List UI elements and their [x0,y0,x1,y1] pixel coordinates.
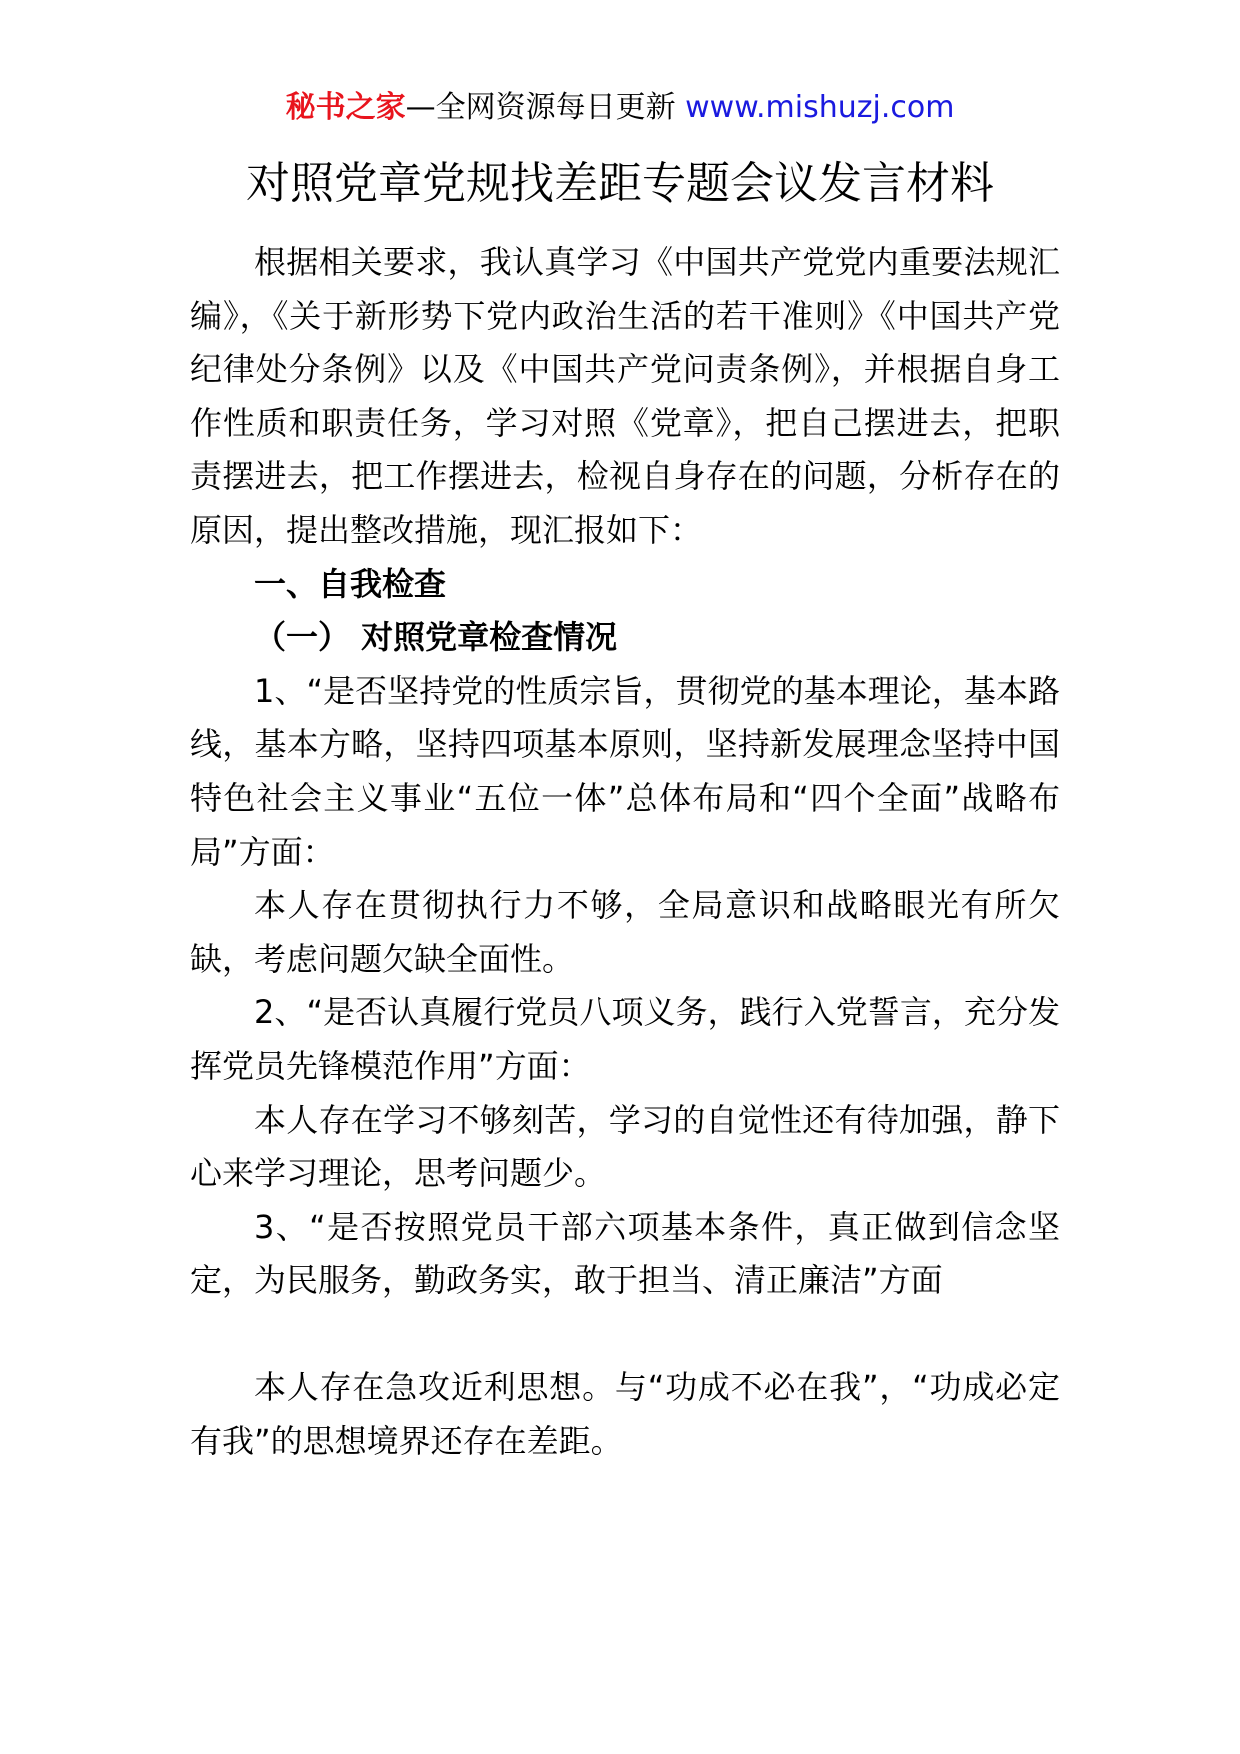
item-question: 2、“是否认真履行党员八项义务，践行入党誓言，充分发挥党员先锋模范作用”方面： [190,993,1060,1085]
item-question: 3、“是否按照党员干部六项基本条件，真正做到信念坚定，为民服务，勤政务实，敢于担当、清正廉洁”方面 [190,1207,1060,1300]
document-body [190,236,1060,1469]
item-question: 1、“是否坚持党的性质宗旨，贯彻党的基本理论，基本路线，基本方略，坚持四项基本原则，坚持新发展理念坚持中国特色社会主义事业“五位一体”总体布局和“四个全面”战略布局”方面： [190,671,1060,871]
intro-paragraph: 根据相关要求，我认真学习《中国共产党党内重要法规汇编》，《关于新形势下党内政治生活的若干准则》《中国共产党纪律处分条例》以及《中国共产党问责条例》，并根据自身工作性质和职责任务，学习对照《党章》，把自己摆进去，把职责摆进去，把工作摆进去，检视自身存在的问题，分析存在的原因，提出整改措施，现汇报如下： [190,243,1060,549]
item-answer: 本人存在贯彻执行力不够，全局意识和战略眼光有所欠缺，考虑问题欠缺全面性。 [190,886,1060,978]
header-tagline: —全网资源每日更新 [405,90,686,125]
brand-name: 秘书之家 [285,90,406,125]
item-answer: 本人存在急攻近利思想。与“功成不必在我”，“功成必定有我”的思想境界还存在差距。 [190,1368,1060,1461]
section-heading: 一、自我检查 [254,564,447,603]
site-header [0,88,1240,128]
site-url[interactable]: www.mishuzj.com [685,90,955,125]
paragraph-gap [190,1308,1060,1362]
document-title: 对照党章党规找差距专题会议发言材料 [246,158,994,209]
item-answer: 本人存在学习不够刻苦，学习的自觉性还有待加强，静下心来学习理论，思考问题少。 [190,1100,1060,1193]
subsection-heading: （一） 对照党章检查情况 [254,618,618,657]
